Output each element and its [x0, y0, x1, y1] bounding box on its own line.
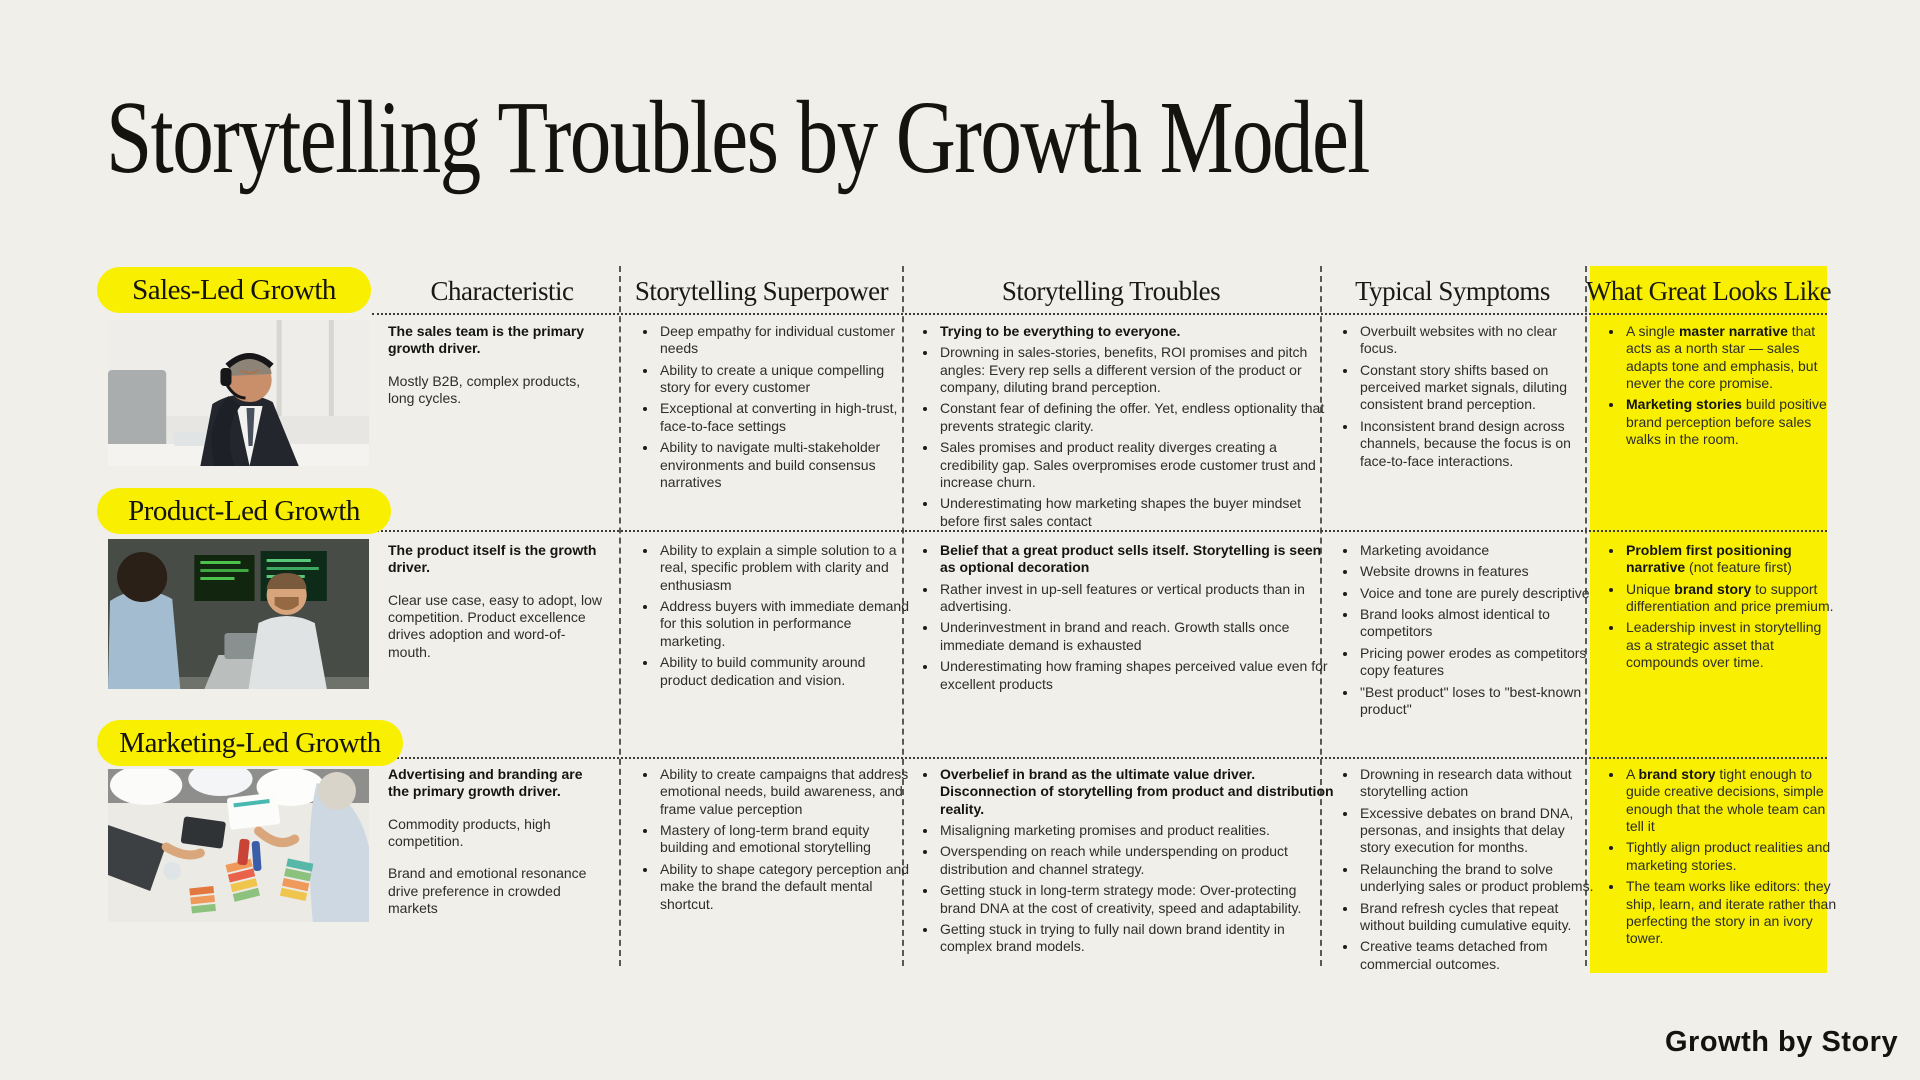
paragraph: Advertising and branding are the primary growth driver.: [388, 766, 583, 800]
column-divider: [619, 266, 621, 966]
bullet-item: • Rather invest in up-sell features or vertical products than in advertising.: [938, 581, 1336, 616]
paragraph: Mostly B2B, complex products, long cycles.: [388, 372, 581, 407]
row-label-sales-led-growth: Sales-Led Growth: [97, 267, 371, 313]
bullet-item: • Overbuilt websites with no clear focus.: [1358, 323, 1596, 358]
cell-marketing-troubles: [916, 766, 1336, 960]
paragraph: Commodity products, high competition.: [388, 815, 551, 850]
paragraph: The sales team is the primary growth driver.: [388, 323, 585, 357]
bullet-item: • Underestimating how marketing shapes the buyer mindset before first sales contact: [938, 495, 1336, 530]
bullet-item: • Ability to build community around product dedication and vision.: [658, 654, 912, 689]
page-title: Storytelling Troubles by Growth Model: [106, 80, 1369, 195]
product-photo-illustration: [108, 539, 369, 689]
cell-product-symptoms: [1336, 542, 1596, 722]
marketing-team-color-swatches-photo: [108, 769, 369, 922]
row-label-product-led-growth: Product-Led Growth: [97, 488, 391, 534]
column-header-storytelling-superpower: Storytelling Superpower: [634, 275, 889, 306]
bullet-item: • A brand story tight enough to guide creative decisions, simple enough that the whole team can tell it: [1624, 766, 1838, 835]
bullet-item: • Voice and tone are purely descriptive: [1358, 585, 1596, 602]
cell-sales-characteristic: [388, 323, 606, 422]
bullet-item: • Brand looks almost identical to competitors: [1358, 606, 1596, 641]
bullet-item: • Ability to create campaigns that address emotional needs, build awareness, and frame value perception: [658, 766, 912, 818]
bullet-item: • Address buyers with immediate demand for this solution in performance marketing.: [658, 598, 912, 650]
bullet-item: • Leadership invest in storytelling as a strategic asset that compounds over time.: [1624, 619, 1838, 671]
bullet-item: • Drowning in sales-stories, benefits, ROI promises and pitch angles: Every rep sells a different version of the product or company, diluting brand perception.: [938, 344, 1336, 396]
bullet-item: • Pricing power erodes as competitors copy features: [1358, 645, 1596, 680]
bullet-item: • Overbelief in brand as the ultimate value driver. Disconnection of storytelling from product and distribution reality.: [938, 766, 1336, 818]
bullet-item: • Underinvestment in brand and reach. Growth stalls once immediate demand is exhausted: [938, 619, 1336, 654]
cell-sales-superpower: [636, 323, 912, 495]
column-header-storytelling-troubles: Storytelling Troubles: [1001, 275, 1221, 306]
cell-product-what-great: [1602, 542, 1838, 676]
cell-marketing-characteristic: [388, 766, 606, 933]
bullet-item: • Underestimating how framing shapes perceived value even for excellent products: [938, 658, 1336, 693]
bullet-item: • Excessive debates on brand DNA, personas, and insights that delay story execution for months.: [1358, 805, 1596, 857]
marketing-photo-illustration: [108, 769, 369, 922]
brand-logo: Growth by Story: [1665, 1026, 1899, 1058]
column-header-typical-symptoms: Typical Symptoms: [1355, 275, 1550, 306]
bullet-item: • Mastery of long-term brand equity building and emotional storytelling: [658, 822, 912, 857]
bullet-item: • A single master narrative that acts as a north star — sales adapts tone and emphasis, but never the core promise.: [1624, 323, 1838, 392]
bullet-item: • Ability to create a unique compelling story for every customer: [658, 362, 912, 397]
bullet-item: • Ability to shape category perception and make the brand the default mental shortcut.: [658, 861, 912, 913]
column-header-what-great-looks-like: What Great Looks Like: [1585, 275, 1832, 306]
bullet-item: • Overspending on reach while underspending on product distribution and channel strategy.: [938, 843, 1336, 878]
bullet-item: • Marketing avoidance: [1358, 542, 1596, 559]
bullet-item: • Getting stuck in trying to fully nail down brand identity in complex brand models.: [938, 921, 1336, 956]
paragraph: Clear use case, easy to adopt, low competition. Product excellence drives adoption and word-of-mouth.: [388, 591, 603, 660]
bullet-item: • Getting stuck in long-term strategy mode: Over-protecting brand DNA at the cost of creativity, speed and adaptability.: [938, 882, 1336, 917]
bullet-item: • Problem first positioning narrative (not feature first): [1624, 542, 1838, 577]
cell-sales-symptoms: [1336, 323, 1596, 474]
bullet-item: • Exceptional at converting in high-trust, face-to-face settings: [658, 400, 912, 435]
row-divider: [372, 313, 1827, 315]
paragraph: The product itself is the growth driver.: [388, 542, 597, 576]
bullet-item: • Website drowns in features: [1358, 563, 1596, 580]
bullet-item: • Relaunching the brand to solve underlying sales or product problems.: [1358, 861, 1596, 896]
column-header-characteristic: Characteristic: [430, 275, 574, 306]
bullet-item: • Belief that a great product sells itself. Storytelling is seen as optional decoration: [938, 542, 1336, 577]
bullet-item: • Constant story shifts based on perceived market signals, diluting consistent brand perception.: [1358, 362, 1596, 414]
bullet-item: • Tightly align product realities and marketing stories.: [1624, 839, 1838, 874]
bullet-item: • Trying to be everything to everyone.: [938, 323, 1336, 340]
bullet-item: • The team works like editors: they ship, learn, and iterate rather than perfecting the story in an ivory tower.: [1624, 878, 1838, 947]
row-divider: [372, 757, 1827, 759]
cell-sales-what-great: [1602, 323, 1838, 453]
bullet-item: • Ability to navigate multi-stakeholder environments and build consensus narratives: [658, 439, 912, 491]
bullet-item: • Sales promises and product reality diverges creating a credibility gap. Sales overpromises erode customer trust and increase churn.: [938, 439, 1336, 491]
cell-product-characteristic: [388, 542, 606, 676]
cell-marketing-superpower: [636, 766, 912, 917]
product-team-at-computers-photo: [108, 539, 369, 689]
cell-sales-troubles: [916, 323, 1336, 534]
bullet-item: • Ability to explain a simple solution to a real, specific problem with clarity and enthusiasm: [658, 542, 912, 594]
bullet-item: • Marketing stories build positive brand perception before sales walks in the room.: [1624, 396, 1838, 448]
bullet-item: • Brand refresh cycles that repeat without building cumulative equity.: [1358, 900, 1596, 935]
bullet-item: • Deep empathy for individual customer needs: [658, 323, 912, 358]
cell-marketing-what-great: [1602, 766, 1838, 952]
cell-product-troubles: [916, 542, 1336, 697]
sales-photo-illustration: [108, 320, 369, 466]
bullet-item: • Unique brand story to support differentiation and price premium.: [1624, 581, 1838, 616]
salesperson-with-headset-photo: [108, 320, 369, 466]
bullet-item: • "Best product" loses to "best-known product": [1358, 684, 1596, 719]
cell-marketing-symptoms: [1336, 766, 1596, 977]
row-label-marketing-led-growth: Marketing-Led Growth: [97, 720, 403, 766]
cell-product-superpower: [636, 542, 912, 693]
bullet-item: • Drowning in research data without storytelling action: [1358, 766, 1596, 801]
bullet-item: • Creative teams detached from commercial outcomes.: [1358, 938, 1596, 973]
paragraph: Brand and emotional resonance drive preference in crowded markets: [388, 865, 587, 917]
bullet-item: • Inconsistent brand design across channels, because the focus is on face-to-face interactions.: [1358, 418, 1596, 470]
bullet-item: • Misaligning marketing promises and product realities.: [938, 822, 1336, 839]
bullet-item: • Constant fear of defining the offer. Yet, endless optionality that prevents strategic clarity.: [938, 400, 1336, 435]
